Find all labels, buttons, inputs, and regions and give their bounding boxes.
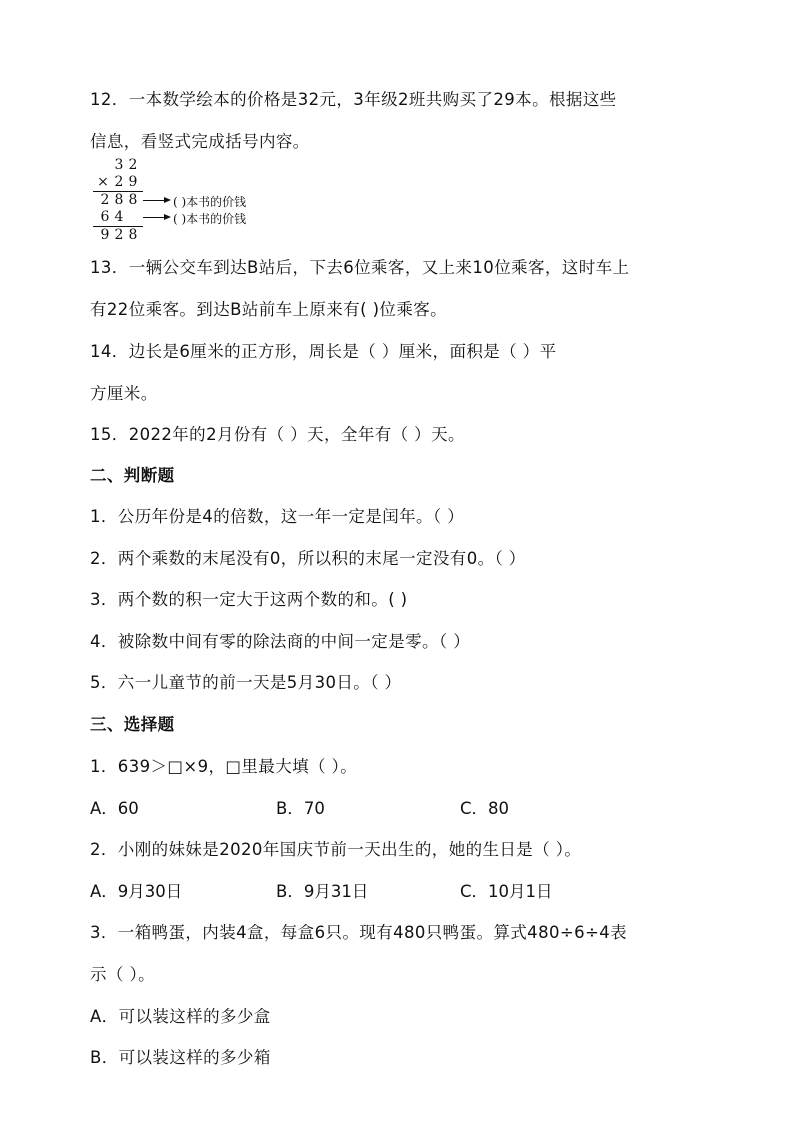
digit: 8 xyxy=(128,192,138,208)
times-sign: × xyxy=(97,174,109,190)
q12-text-line2: 信息，看竖式完成括号内容。 xyxy=(90,132,310,151)
digit: 2 xyxy=(100,192,110,208)
judgement-item-1: 1．公历年份是4的倍数，这一年一定是闰年。（ ） xyxy=(90,507,465,526)
q14-text-line2: 方厘米。 xyxy=(90,384,158,403)
digit: 4 xyxy=(114,209,124,225)
digit: 2 xyxy=(114,227,124,243)
option-c: C．10月1日 xyxy=(460,882,553,901)
digit: 2 xyxy=(114,174,124,190)
option-b: B．70 xyxy=(276,799,325,818)
vertical-multiplication xyxy=(93,157,333,243)
digit: 6 xyxy=(100,209,110,225)
q15-text: 15．2022年的2月份有（ ）天，全年有（ ）天。 xyxy=(90,425,465,444)
vertical-note-1: ( )本书的价钱 xyxy=(173,195,247,209)
option-c: C．80 xyxy=(460,799,510,818)
arrow-icon xyxy=(143,217,169,218)
digit: 9 xyxy=(100,227,110,243)
option-a: A．可以装这样的多少盒 xyxy=(90,1007,271,1026)
choice-q3-stem-line1: 3．一箱鸭蛋，内装4盒，每盒6只。现有480只鸭蛋。算式480÷6÷4表 xyxy=(90,923,628,942)
q13-text-line2: 有22位乘客。到达B站前车上原来有( )位乘客。 xyxy=(90,300,448,319)
option-a: A．60 xyxy=(90,799,139,818)
q14-text-line1: 14．边长是6厘米的正方形，周长是（ ）厘米，面积是（ ）平 xyxy=(90,342,557,361)
option-b: B．可以装这样的多少箱 xyxy=(90,1048,271,1067)
digit: 3 xyxy=(114,157,124,173)
option-a: A．9月30日 xyxy=(90,882,183,901)
q13-text-line1: 13．一辆公交车到达B站后，下去6位乘客，又上来10位乘客，这时车上 xyxy=(90,258,630,277)
section-title-choice: 三、选择题 xyxy=(90,715,175,734)
judgement-item-5: 5．六一儿童节的前一天是5月30日。（ ） xyxy=(90,673,402,692)
q12-text-line1: 12．一本数学绘本的价格是32元，3年级2班共购买了29本。根据这些 xyxy=(90,90,617,109)
digit: 2 xyxy=(128,157,138,173)
vertical-note-2: ( )本书的价钱 xyxy=(173,212,247,226)
judgement-item-3: 3．两个数的积一定大于这两个数的和。( ) xyxy=(90,590,408,609)
choice-q1-options xyxy=(90,795,690,819)
digit: 8 xyxy=(128,227,138,243)
choice-q2-stem: 2．小刚的妹妹是2020年国庆节前一天出生的，她的生日是（ ）。 xyxy=(90,840,582,859)
option-b: B．9月31日 xyxy=(276,882,369,901)
choice-q1-stem: 1．639＞□×9，□里最大填（ ）。 xyxy=(90,757,358,776)
choice-q3-stem-line2: 示（ ）。 xyxy=(90,965,155,984)
choice-q2-options xyxy=(90,878,690,902)
arrow-icon xyxy=(143,200,169,201)
judgement-item-2: 2．两个乘数的末尾没有0，所以积的末尾一定没有0。（ ） xyxy=(90,549,526,568)
section-title-judgement: 二、判断题 xyxy=(90,466,175,485)
judgement-item-4: 4．被除数中间有零的除法商的中间一定是零。（ ） xyxy=(90,632,471,651)
digit: 8 xyxy=(114,192,124,208)
digit: 9 xyxy=(128,174,138,190)
